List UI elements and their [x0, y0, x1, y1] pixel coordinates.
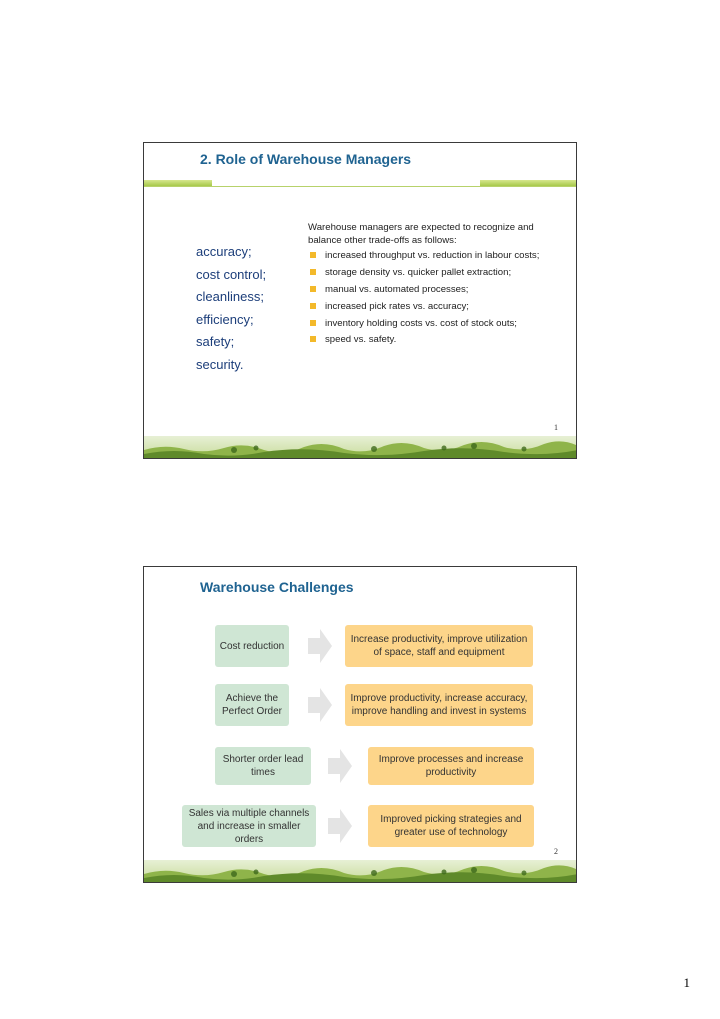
- slide-role-of-warehouse-managers: [143, 142, 577, 459]
- keyword-item: safety;: [196, 334, 235, 350]
- tradeoffs-list: [308, 249, 566, 346]
- right-arrow-icon: [308, 688, 332, 722]
- square-bullet-icon: [310, 286, 316, 292]
- challenge-text: Cost reduction: [219, 640, 285, 652]
- response-text: Improve processes and increase productivity: [378, 754, 524, 778]
- response-text: Improve productivity, increase accuracy, improve handling and invest in systems: [350, 693, 528, 717]
- right-arrow-icon: [328, 809, 352, 843]
- challenge-box: [215, 684, 289, 726]
- tradeoff-text: increased pick rates vs. accuracy;: [325, 300, 469, 312]
- square-bullet-icon: [310, 303, 316, 309]
- tradeoff-item: [308, 283, 566, 296]
- challenge-box: [215, 747, 311, 785]
- tradeoff-text: storage density vs. quicker pallet extraction;: [325, 267, 512, 279]
- keyword-item: cost control;: [196, 266, 267, 282]
- document-page-number: 1: [683, 975, 690, 990]
- response-text: Increase productivity, improve utilization of space, staff and equipment: [350, 634, 528, 658]
- foliage-banner: [144, 436, 577, 458]
- challenge-box: [182, 805, 316, 847]
- keyword-item: cleanliness;: [196, 289, 264, 305]
- keyword-item: efficiency;: [196, 311, 254, 327]
- challenge-box: [215, 625, 289, 667]
- square-bullet-icon: [310, 336, 316, 342]
- right-arrow-icon: [328, 749, 352, 783]
- tradeoff-text: inventory holding costs vs. cost of stock outs;: [325, 317, 517, 329]
- challenge-text: Sales via multiple channels and increase in smaller orders: [188, 807, 310, 845]
- slide-title: Warehouse Challenges: [200, 579, 354, 595]
- tradeoff-item: [308, 266, 566, 279]
- response-box: [345, 684, 533, 726]
- keyword-item: accuracy;: [196, 244, 252, 259]
- tradeoffs-intro: Warehouse managers are expected to recognize and balance other trade-offs as follows:: [308, 222, 534, 247]
- slide-warehouse-challenges: [143, 566, 577, 883]
- response-box: [345, 625, 533, 667]
- response-box: [368, 747, 534, 785]
- tradeoff-item: [308, 300, 566, 313]
- foliage-banner: [144, 860, 577, 882]
- response-box: [368, 805, 534, 847]
- accent-line: [144, 186, 576, 187]
- tradeoff-item: [308, 249, 566, 262]
- slide-title: 2. Role of Warehouse Managers: [200, 151, 412, 167]
- square-bullet-icon: [310, 320, 316, 326]
- tradeoff-text: increased throughput vs. reduction in labour costs;: [325, 250, 540, 262]
- square-bullet-icon: [310, 252, 316, 258]
- challenge-text: Achieve the Perfect Order: [221, 693, 283, 717]
- manager-keyword-list: [196, 241, 266, 377]
- tradeoff-text: manual vs. automated processes;: [325, 284, 469, 295]
- slide-page-number: 1: [554, 423, 558, 432]
- square-bullet-icon: [310, 269, 316, 275]
- keyword-item: security.: [196, 356, 244, 372]
- tradeoff-text: speed vs. safety.: [325, 334, 397, 346]
- right-arrow-icon: [308, 629, 332, 663]
- challenge-text: Shorter order lead times: [222, 754, 304, 778]
- tradeoffs-block: [308, 221, 566, 350]
- tradeoff-item: [308, 333, 566, 346]
- slide-page-number: 2: [554, 847, 558, 856]
- tradeoff-item: [308, 317, 566, 330]
- response-text: Improved picking strategies and greater use of technology: [380, 814, 522, 838]
